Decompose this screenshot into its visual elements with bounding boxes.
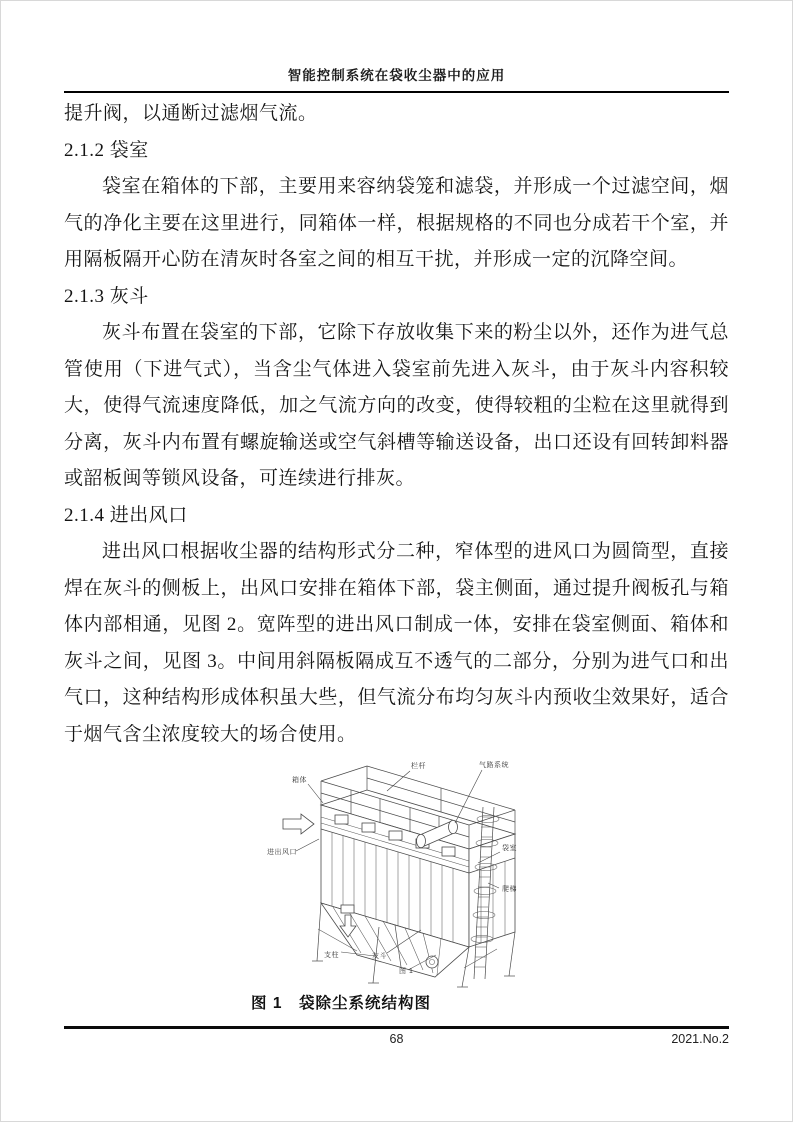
paragraph-ash-hopper: 灰斗布置在袋室的下部，它除下存放收集下来的粉尘以外，还作为进气总管使用（下进气式），当含尘气体进入袋室前先进入灰斗，由于灰斗内容积较大，使得气流速度降低，加之气流方向的改变，使得较粗的尘粒在这里就得到分离，灰斗内布置有螺旋输送或空气斜槽等输送设备，出口还设有回转卸料器或韶板闽等锁风设备，可连续进行排灰。 [64,322,729,489]
body-text [64,96,729,1013]
section-heading-2-1-3: 2.1.3 灰斗 [64,285,149,307]
inlet-arrow-icon [283,814,314,834]
header-rule [64,91,729,93]
figure-label-bag-chamber: 袋室 [502,845,517,852]
issue-number: 2021.No.2 [671,1032,729,1046]
figure-1 [261,755,551,990]
figure-caption: 图 1 袋除尘系统结构图 [251,995,431,1012]
page-number: 68 [389,1032,404,1046]
footer-rule [64,1026,729,1029]
figure-label-inlet-outlet: 进出风口 [267,849,297,856]
paragraph-continuation: 提升阀，以通断过滤烟气流。 [64,103,318,124]
baghouse-diagram [261,755,551,990]
figure-inner-caption: 图 1 [399,968,414,975]
figure-label-support: 支柱 [324,952,339,959]
section-heading-2-1-4: 2.1.4 进出风口 [64,504,188,526]
page-footer [64,1026,729,1046]
figure-label-box-body: 箱体 [292,777,307,784]
figure-label-railing: 栏杆 [411,763,426,770]
figure-label-ash-hopper: 灰斗 [372,953,387,960]
figure-label-air-system: 气路系统 [479,762,509,769]
running-head-title: 智能控制系统在袋收尘器中的应用 [287,68,506,83]
figure-label-ladder: 爬梯 [502,886,517,893]
paragraph-bag-chamber: 袋室在箱体的下部，主要用来容纳袋笼和滤袋，并形成一个过滤空间，烟气的净化主要在这里进行，同箱体一样，根据规格的不同也分成若干个室，并用隔板隔开心防在清灰时各室之间的相互干扰，并形成一定的沉降空间。 [64,176,729,270]
section-heading-2-1-2: 2.1.2 袋室 [64,139,149,161]
paragraph-inlet-outlet: 进出风口根据收尘器的结构形式分二种，窄体型的进风口为圆筒型，直接焊在灰斗的侧板上，出风口安排在箱体下部，袋主侧面，通过提升阀板孔与箱体内部相通，见图 2。宽阵型的进出风口制成一体，安排在袋室侧面、箱体和灰斗之间，见图 3。中间用斜隔板隔成互不透气的二部分，分别为进气口和出气口，这种结构形成体积虽大些，但气流分布均匀灰斗内预收尘效果好，适合于烟气含尘浓度较大的场合使用。 [64,541,729,745]
page-header [64,64,729,93]
